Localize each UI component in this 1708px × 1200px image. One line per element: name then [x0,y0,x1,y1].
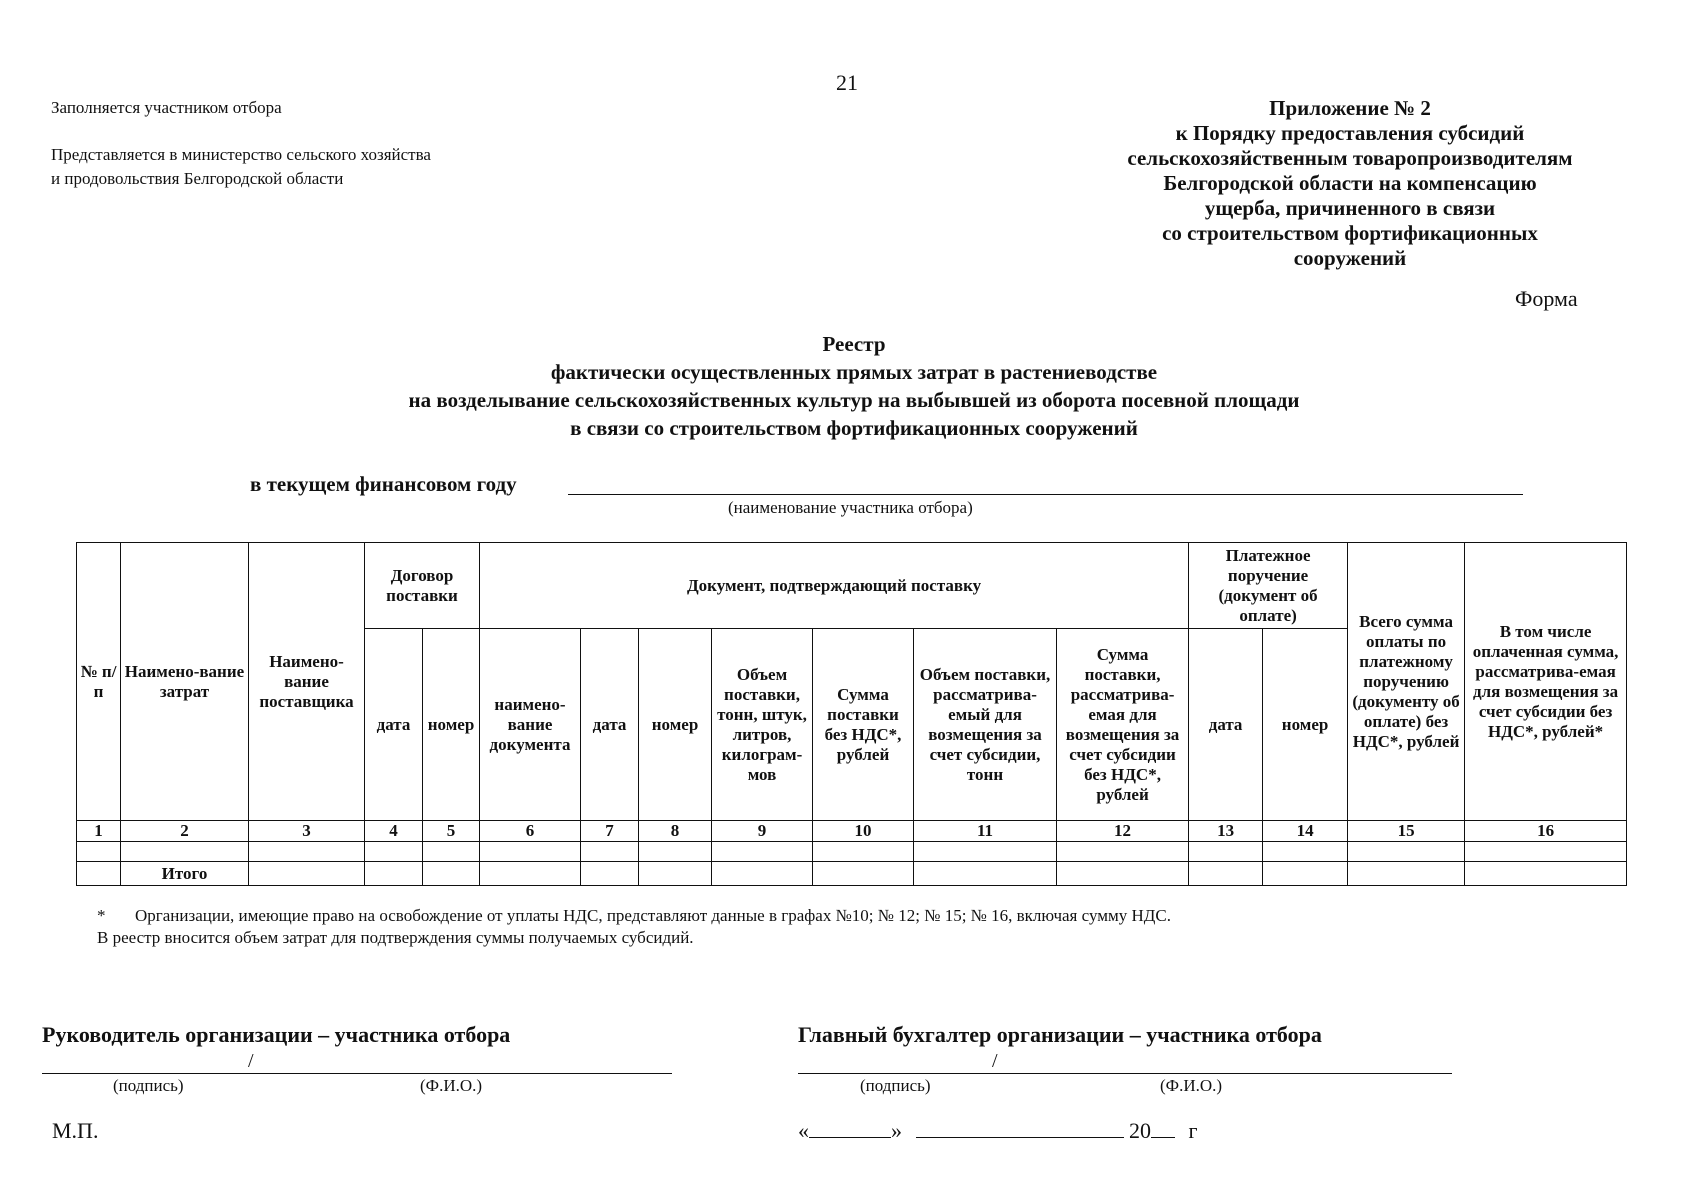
header-sum-subsidy: Сумма поставки, рассматрива-емая для возмещения за счет субсидии без НДС*, рублей [1057,629,1189,821]
header-payment-number: номер [1263,629,1348,821]
empty-cell[interactable] [249,862,365,886]
table-row [77,842,1627,862]
footnote [97,905,1171,949]
appendix-line: к Порядку предоставления субсидий [1175,121,1525,145]
header-supplier: Наимено-вание поставщика [249,543,365,821]
header-doc-number: номер [639,629,712,821]
header-document-group: Документ, подтверждающий поставку [480,543,1189,629]
header-volume: Объем поставки, тонн, штук, литров, килограм-мов [712,629,813,821]
column-number: 3 [249,821,365,842]
accountant-signature-caption: (подпись) [860,1076,931,1095]
empty-cell[interactable] [1263,862,1348,886]
empty-cell[interactable] [1057,842,1189,862]
empty-cell[interactable] [1057,862,1189,886]
appendix-line: Белгородской области на компенсацию [1163,171,1537,195]
date-close-quote: » [891,1118,902,1143]
registry-title-line-4: в связи со строительством фортификационных сооружений [570,416,1138,440]
head-signature-line[interactable] [42,1073,672,1074]
column-number: 10 [813,821,914,842]
empty-cell[interactable] [423,842,480,862]
header-doc-date: дата [581,629,639,821]
empty-cell[interactable] [77,842,121,862]
total-row [77,862,1627,886]
column-number: 11 [914,821,1057,842]
accountant-signature-slash: / [992,1050,998,1072]
header-total-paid: Всего сумма оплаты по платежному поручению (документу об оплате) без НДС*, рублей [1348,543,1465,821]
appendix-header [1000,96,1700,271]
empty-cell[interactable] [1189,842,1263,862]
submitted-to-line-1: Представляется в министерство сельского хозяйства [51,145,431,164]
column-number: 1 [77,821,121,842]
appendix-line: со строительством фортификационных [1162,221,1538,245]
empty-cell[interactable] [639,862,712,886]
date-line [798,1118,1198,1144]
empty-cell[interactable] [581,862,639,886]
registry-title-line-2: фактически осуществленных прямых затрат в растениеводстве [550,360,1158,384]
page-number: 21 [836,70,858,95]
empty-cell[interactable] [480,842,581,862]
column-number: 7 [581,821,639,842]
appendix-title: Приложение № 2 [1269,96,1431,120]
header-payment-group: Платежное поручение (документ об оплате) [1189,543,1348,629]
footnote-line-2: В реестр вносится объем затрат для подтверждения суммы получаемых субсидий. [97,928,694,947]
column-number: 9 [712,821,813,842]
footnote-star: * [97,906,106,925]
empty-cell[interactable] [121,842,249,862]
date-year-prefix: 20 [1129,1118,1151,1143]
header-incl-paid: В том числе оплаченная сумма, рассматрива-емая для возмещения за счет субсидии без НДС*, рублей* [1465,543,1627,821]
empty-cell[interactable] [813,842,914,862]
empty-cell[interactable] [423,862,480,886]
empty-cell[interactable] [365,842,423,862]
column-number: 16 [1465,821,1627,842]
header-contract-number: номер [423,629,480,821]
head-name-caption: (Ф.И.О.) [420,1076,483,1095]
column-number: 8 [639,821,712,842]
registry-title-line-3: на возделывание сельскохозяйственных культур на выбывшей из оборота посевной площади [408,388,1300,412]
empty-cell[interactable] [712,862,813,886]
empty-cell[interactable] [1465,862,1627,886]
head-signature-slash: / [248,1050,254,1072]
current-year-label: в текущем финансовом году [250,472,517,496]
empty-cell[interactable] [712,842,813,862]
submitted-to-note [51,143,571,191]
footnote-text-1: Организации, имеющие право на освобождение от уплаты НДС, представляют данные в графах №10; № 12; № 15; № 16, включая сумму НДС. [135,906,1171,925]
registry-title [0,330,1708,442]
empty-cell[interactable] [249,842,365,862]
column-number: 14 [1263,821,1348,842]
column-number-row [77,821,1627,842]
empty-cell[interactable] [639,842,712,862]
form-label: Форма [1515,286,1578,311]
empty-cell[interactable] [914,862,1057,886]
appendix-line: сельскохозяйственным товаропроизводителям [1127,146,1573,170]
empty-cell[interactable] [581,842,639,862]
empty-cell[interactable] [1348,862,1465,886]
header-cost-name: Наимено-вание затрат [121,543,249,821]
head-signature-title: Руководитель организации – участника отбора [42,1022,511,1047]
submitted-to-line-2: и продовольствия Белгородской области [51,169,344,188]
date-open-quote: « [798,1118,809,1143]
column-number: 2 [121,821,249,842]
filled-by-note: Заполняется участником отбора [51,98,282,117]
empty-cell[interactable] [480,862,581,886]
accountant-name-caption: (Ф.И.О.) [1160,1076,1223,1095]
total-label: Итого [121,862,249,886]
column-number: 5 [423,821,480,842]
appendix-line: сооружений [1293,246,1407,270]
date-month-field[interactable] [916,1118,1124,1138]
column-number: 6 [480,821,581,842]
column-number: 4 [365,821,423,842]
footnote-line-1 [97,905,1171,927]
empty-cell[interactable] [1263,842,1348,862]
stamp-place: М.П. [52,1118,99,1143]
participant-caption: (наименование участника отбора) [728,498,973,517]
empty-cell[interactable] [77,862,121,886]
header-row-number: № п/п [77,543,121,821]
empty-cell[interactable] [1465,842,1627,862]
empty-cell[interactable] [914,842,1057,862]
registry-table [76,542,1627,886]
column-number: 13 [1189,821,1263,842]
empty-cell[interactable] [1348,842,1465,862]
registry-title-line-1: Реестр [822,332,886,356]
header-doc-name: наимено-вание документа [480,629,581,821]
head-signature-caption: (подпись) [113,1076,184,1095]
empty-cell[interactable] [365,862,423,886]
column-number: 12 [1057,821,1189,842]
accountant-signature-title: Главный бухгалтер организации – участника отбора [798,1022,1322,1047]
date-year-field[interactable] [1151,1118,1175,1138]
column-number: 15 [1348,821,1465,842]
empty-cell[interactable] [1189,862,1263,886]
date-year-suffix: г [1188,1118,1198,1143]
header-payment-date: дата [1189,629,1263,821]
header-contract-date: дата [365,629,423,821]
date-day-field[interactable] [809,1118,891,1138]
header-sum-no-vat: Сумма поставки без НДС*, рублей [813,629,914,821]
header-contract-group: Договор поставки [365,543,480,629]
participant-name-field[interactable] [568,494,1523,495]
accountant-signature-line[interactable] [798,1073,1452,1074]
header-volume-subsidy: Объем поставки, рассматрива-емый для возмещения за счет субсидии, тонн [914,629,1057,821]
appendix-line: ущерба, причиненного в связи [1204,196,1496,220]
empty-cell[interactable] [813,862,914,886]
